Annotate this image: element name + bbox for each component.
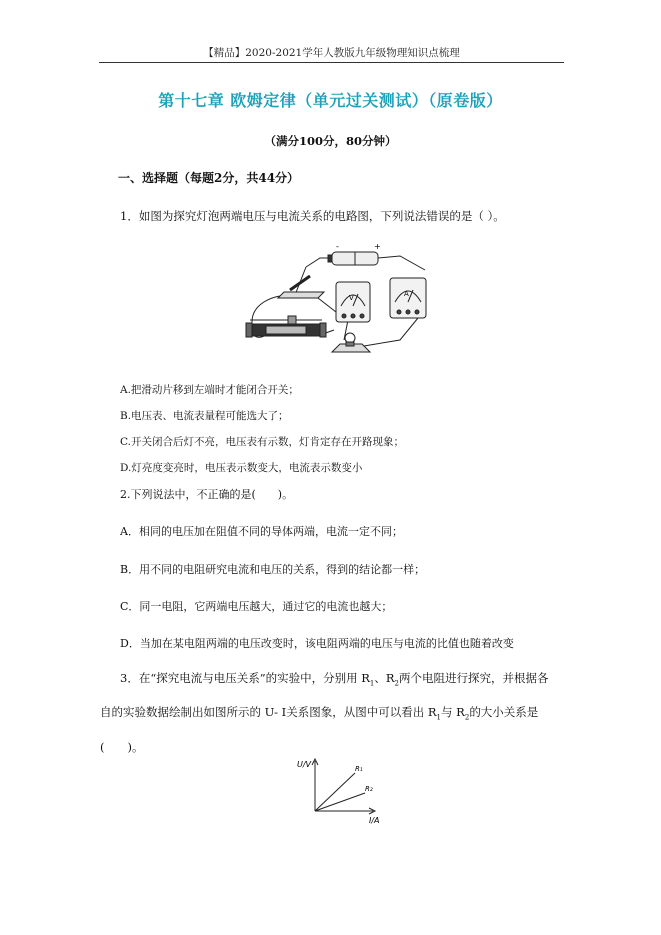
question-1-option-c: C.开关闭合后灯不亮，电压表有示数，灯肯定存在开路现象； [120, 436, 404, 448]
question-1-stem: 1．如图为探究灯泡两端电压与电流关系的电路图，下列说法错误的是（ ）。 [120, 209, 505, 223]
question-2-option-a: A．相同的电压加在阻值不同的导体两端，电流一定不同； [120, 525, 403, 538]
r2-line [315, 793, 365, 811]
question-2-option-c: C．同一电阻，它两端电压越大，通过它的电流也越大； [120, 600, 393, 613]
r2-label: R₂ [365, 785, 373, 793]
section-heading: 一、选择题（每题2分，共44分） [118, 171, 300, 185]
ammeter [390, 278, 426, 318]
ammeter-label: A [404, 290, 409, 298]
question-3-line-3: ( )。 [100, 739, 144, 754]
battery-plus-label: + [374, 242, 381, 251]
question-3-line-2: 自的实验数据绘制出如图所示的 U- I关系图象，从图中可以看出 $R_1$与 $R_2$的大小关系是 [100, 705, 539, 722]
ui-graph-figure [295, 755, 395, 825]
circuit-figure [240, 240, 445, 365]
page-header: 【精品】2020-2021学年人教版九年级物理知识点梳理 [203, 47, 460, 59]
r1-line [315, 773, 355, 811]
question-1-option-d: D.灯亮度变亮时，电压表示数变大，电流表示数变小 [120, 462, 363, 474]
question-1-option-a: A.把滑动片移到左端时才能闭合开关； [120, 384, 299, 396]
rheostat [246, 316, 326, 337]
voltmeter [336, 282, 370, 322]
wire [318, 298, 336, 312]
voltmeter-label: V [349, 294, 354, 302]
question-2-option-b: B．用不同的电阻研究电流和电压的关系，得到的结论都一样； [120, 563, 426, 576]
page-title: 第十七章 欧姆定律（单元过关测试）（原卷版） [158, 91, 503, 110]
question-2-stem: 2.下列说法中，不正确的是( )。 [120, 488, 294, 501]
question-3-stem [100, 664, 562, 762]
lamp [332, 333, 370, 352]
x-axis-label: I/A [369, 816, 380, 825]
y-axis-label: U/V [297, 760, 312, 769]
question-3-line-1: 3．在“探究电流与电压关系”的实验中，分别用 $R_1$、$R_2$两个电阻进行探究，并根据各 [120, 671, 549, 688]
page-subtitle: （满分100分，80分钟） [264, 134, 397, 148]
battery [328, 252, 378, 265]
question-2-option-d: D．当加在某电阻两端的电压改变时，该电阻两端的电压与电流的比值也随着改变 [120, 637, 514, 650]
battery-minus-label: - [336, 242, 339, 251]
header-divider [99, 62, 564, 63]
wire [378, 256, 425, 270]
r1-label: R₁ [355, 765, 363, 773]
wire [364, 318, 418, 346]
question-1-option-b: B.电压表、电流表量程可能选大了； [120, 410, 289, 422]
